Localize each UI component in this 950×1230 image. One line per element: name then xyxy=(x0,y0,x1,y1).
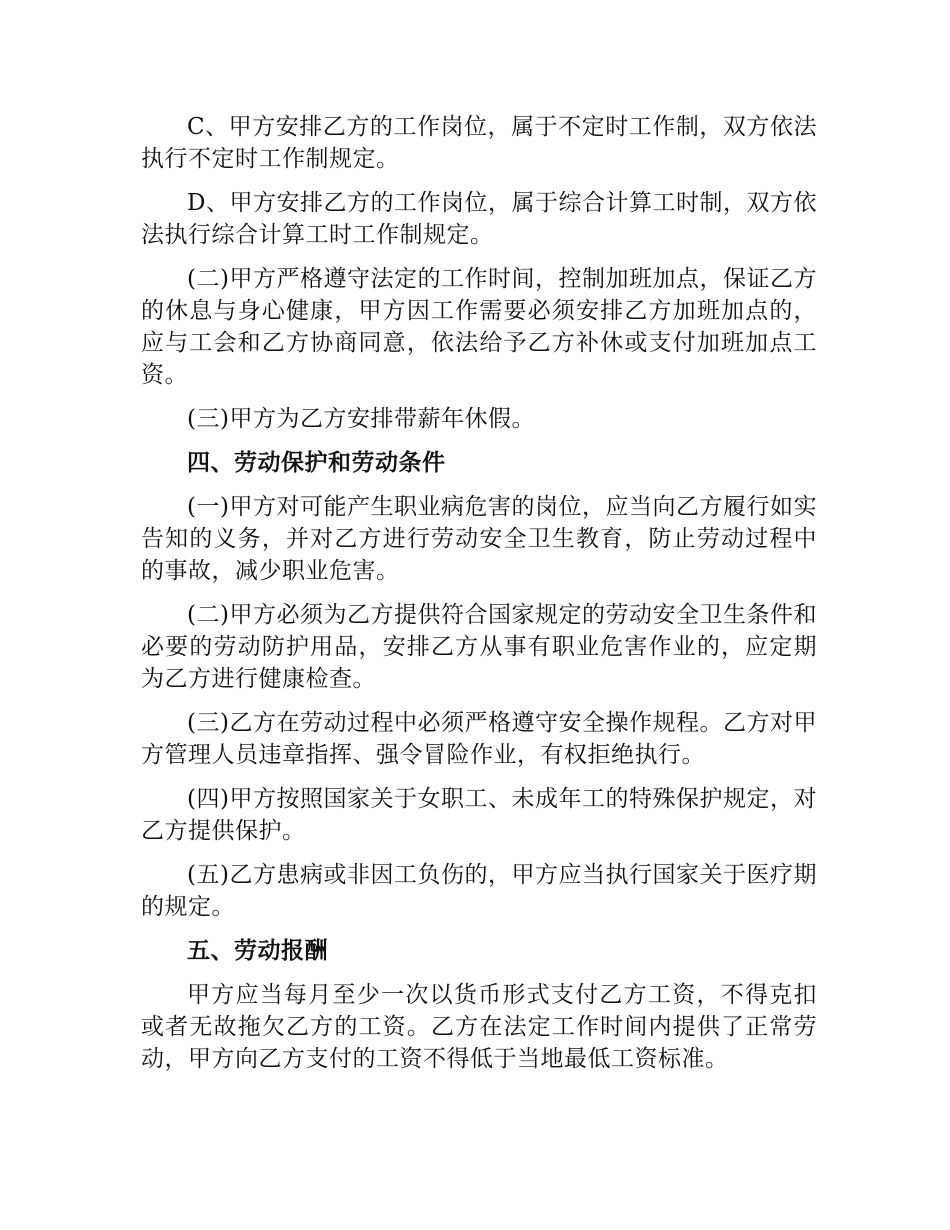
paragraph-occupational-hazard: (一)甲方对可能产生职业病危害的岗位，应当向乙方履行如实告知的义务，并对乙方进行劳动安全卫生教育，防止劳动过程中的事故，减少职业危害。 xyxy=(141,494,817,584)
paragraph-work-hours-d: D、甲方安排乙方的工作岗位，属于综合计算工时制，双方依法执行综合计算工时工作制规定。 xyxy=(141,190,817,248)
paragraph-safety-conditions: (二)甲方必须为乙方提供符合国家规定的劳动安全卫生条件和必要的劳动防护用品，安排乙方从事有职业危害作业的，应定期为乙方进行健康检查。 xyxy=(141,602,817,692)
document-body xyxy=(141,111,817,1087)
paragraph-medical-period: (五)乙方患病或非因工负伤的，甲方应当执行国家关于医疗期的规定。 xyxy=(141,862,817,920)
paragraph-overtime: (二)甲方严格遵守法定的工作时间，控制加班加点，保证乙方的休息与身心健康，甲方因工作需要必须安排乙方加班加点的，应与工会和乙方协商同意，依法给予乙方补休或支付加班加点工资。 xyxy=(141,266,817,388)
paragraph-safety-rules: (三)乙方在劳动过程中必须严格遵守安全操作规程。乙方对甲方管理人员违章指挥、强令冒险作业，有权拒绝执行。 xyxy=(141,710,817,768)
paragraph-special-protection: (四)甲方按照国家关于女职工、未成年工的特殊保护规定，对乙方提供保护。 xyxy=(141,786,817,844)
section-heading-labor-protection: 四、劳动保护和劳动条件 xyxy=(187,450,446,476)
paragraph-work-hours-c: C、甲方安排乙方的工作岗位，属于不定时工作制，双方依法执行不定时工作制规定。 xyxy=(141,114,817,172)
paragraph-wage-payment: 甲方应当每月至少一次以货币形式支付乙方工资，不得克扣或者无故拖欠乙方的工资。乙方在法定工作时间内提供了正常劳动，甲方向乙方支付的工资不得低于当地最低工资标准。 xyxy=(141,982,817,1072)
paragraph-paid-leave: (三)甲方为乙方安排带薪年休假。 xyxy=(187,406,535,432)
section-heading-remuneration: 五、劳动报酬 xyxy=(187,938,328,964)
